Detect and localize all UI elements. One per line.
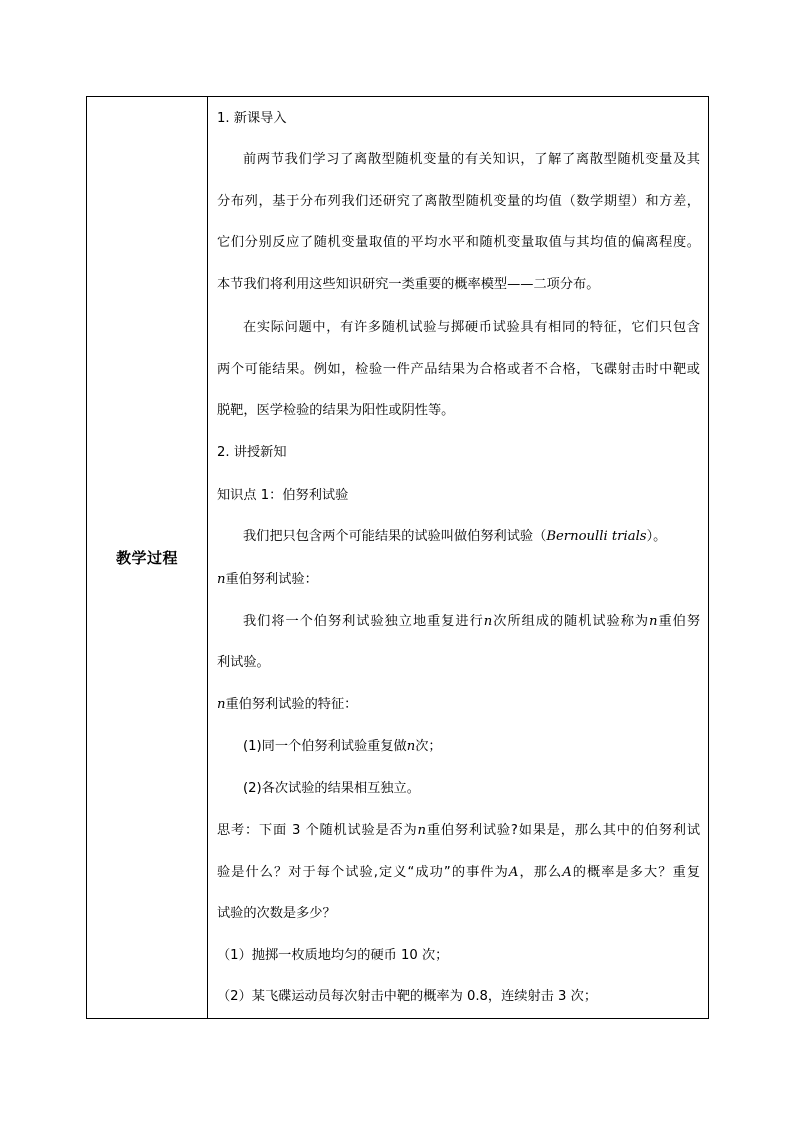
question-2: （2）某飞碟运动员每次射击中靶的概率为 0.8，连续射击 3 次；	[217, 989, 598, 1004]
question-1: （1）抛掷一枚质地均匀的硬币 10 次；	[217, 948, 449, 963]
paragraph-line: 分布列，基于分布列我们还研究了离散型随机变量的均值（数学期望）和方差，	[217, 194, 700, 209]
question-text: 重伯努利试验?如果是，那么其中的伯努利试	[426, 823, 701, 838]
section-label: 教学过程	[115, 549, 178, 567]
n-bernoulli-title	[217, 571, 700, 589]
heading-new-lesson-intro: 1. 新课导入	[217, 111, 287, 126]
heading-new-knowledge: 2. 讲授新知	[217, 445, 287, 460]
lesson-table	[86, 96, 709, 1019]
content-cell	[208, 97, 708, 1018]
paragraph-line: 它们分别反应了随机变量取值的平均水平和随机变量取值与其均值的偏离程度。	[217, 235, 700, 250]
knowledge-point-title: 知识点 1：伯努利试验	[217, 488, 349, 503]
variable-n: n	[417, 823, 427, 838]
variable-n: n	[217, 697, 226, 712]
paragraph-line: 在实际问题中，有许多随机试验与掷硬币试验具有相同的特征，它们只包含	[243, 320, 700, 335]
definition-text-end: ）。	[646, 529, 667, 544]
features-title	[217, 696, 700, 714]
think-question-line-1	[217, 822, 700, 840]
feature-1	[243, 738, 700, 756]
variable-n: n	[406, 739, 416, 754]
paragraph-line: 两个可能结果。例如，检验一件产品结果为合格或者不合格，飞碟射击时中靶或	[217, 362, 700, 377]
definition-text: 重伯努	[657, 614, 701, 629]
english-term: Bernoulli trials	[546, 529, 647, 544]
feature-2: (2)各次试验的结果相互独立。	[243, 781, 420, 796]
variable-n: n	[217, 572, 226, 587]
definition-text: 次所组成的随机试验称为	[492, 614, 650, 629]
title-text: 重伯努利试验：	[225, 572, 318, 587]
think-question-line-2	[217, 864, 700, 882]
question-text: 的概率是多大？重复	[571, 865, 701, 880]
question-text: 思考：下面 3 个随机试验是否为	[217, 823, 418, 838]
paragraph-line: 利试验。	[217, 655, 270, 670]
variable-A: A	[508, 865, 519, 880]
definition-text: 我们把只包含两个可能结果的试验叫做伯努利试验（	[243, 529, 547, 544]
feature-text-end: 次；	[415, 739, 442, 754]
paragraph-line: 本节我们将利用这些知识研究一类重要的概率模型——二项分布。	[217, 277, 600, 292]
section-label-cell	[87, 97, 208, 1018]
bernoulli-definition	[243, 528, 700, 546]
question-text: ，那么	[518, 865, 563, 880]
feature-text: (1)同一个伯努利试验重复做	[243, 739, 407, 754]
definition-text: 我们将一个伯努利试验独立地重复进行	[243, 614, 484, 629]
n-bernoulli-definition	[243, 613, 700, 631]
paragraph-line: 前两节我们学习了离散型随机变量的有关知识，了解了离散型随机变量及其	[243, 152, 700, 167]
question-text: 验是什么？对于每个试验,定义“成功”的事件为	[217, 865, 509, 880]
paragraph-line: 脱靶，医学检验的结果为阳性或阴性等。	[217, 403, 455, 418]
variable-n: n	[483, 614, 493, 629]
think-question-line-3: 试验的次数是多少？	[217, 906, 336, 921]
variable-A: A	[562, 865, 572, 880]
variable-n: n	[649, 614, 658, 629]
title-text: 重伯努利试验的特征：	[225, 697, 358, 712]
